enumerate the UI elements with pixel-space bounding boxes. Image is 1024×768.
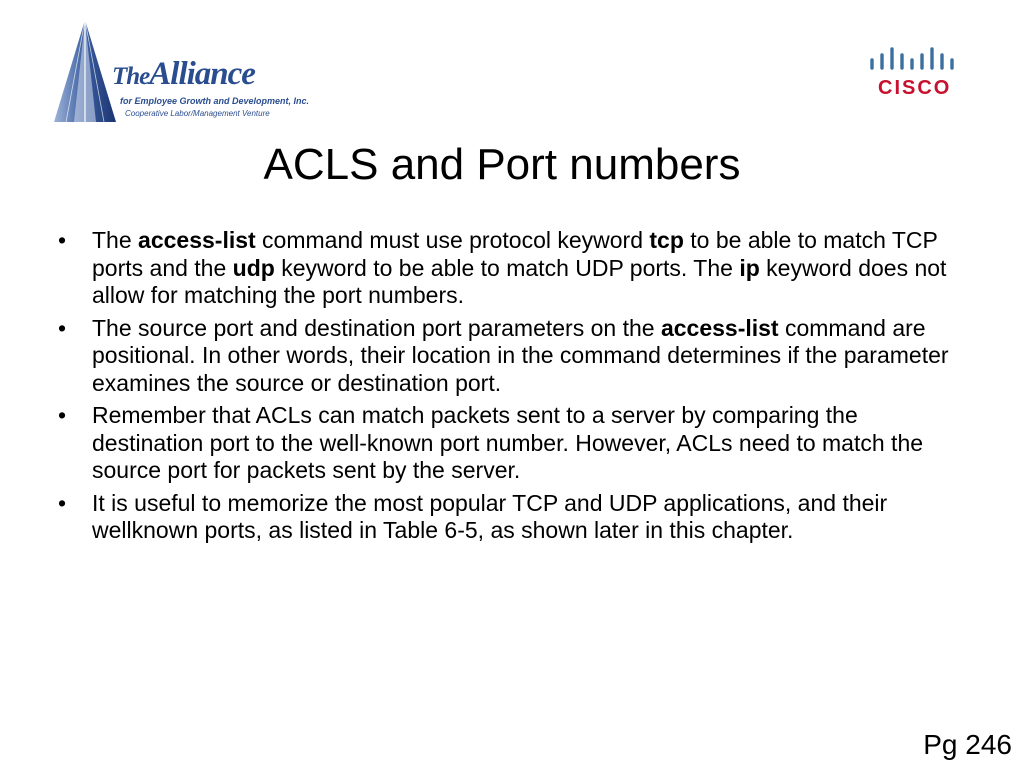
logo-the: The	[112, 63, 150, 90]
bullet-text: It is useful to memorize the most popular TCP and UDP applications, and their wellknown ports, as listed in Table 6-5, as shown later in this chapter.	[92, 489, 888, 543]
bullet-text: to be able to match TCP ports and the	[92, 227, 938, 281]
bullet-marker: •	[58, 402, 67, 428]
bullet-text: Remember that ACLs can match packets sent to a server by comparing the destination port to the well-known port number. However, ACLs need to match the source port for packets sent by the server.	[92, 402, 924, 483]
keyword-text: udp	[232, 254, 275, 281]
cisco-wordmark: CISCO	[878, 77, 952, 99]
bullet-text: command are positional. In other words, their location in the command determines if the parameter examines the source or destination port.	[92, 314, 949, 396]
bullet-item	[58, 315, 958, 398]
bullet-text: command must use protocol keyword	[255, 227, 650, 253]
bullet-text: keyword to be able to match UDP ports. The	[274, 254, 740, 281]
bullet-list	[58, 227, 958, 550]
cisco-logo	[868, 46, 958, 101]
bullet-text: The	[92, 227, 139, 253]
bullet-text: The source port and destination port parameters on the	[92, 314, 661, 341]
logo-subline: Cooperative Labor/Management Venture	[125, 109, 270, 118]
logo-alliance: Alliance	[149, 56, 255, 92]
the-alliance-logo	[50, 18, 310, 126]
cisco-bars-icon	[868, 46, 958, 76]
logo-tagline: for Employee Growth and Development, Inc.	[120, 96, 310, 106]
bullet-item	[58, 490, 958, 545]
tower-icon	[50, 18, 120, 126]
slide-title: ACLS and Port numbers	[263, 140, 741, 189]
bullet-marker: •	[58, 227, 67, 253]
bullet-item	[58, 402, 958, 485]
bullet-marker: •	[58, 489, 67, 516]
alliance-wordmark	[112, 58, 255, 91]
keyword-text: access-list	[138, 227, 256, 253]
bullet-marker: •	[58, 314, 67, 341]
bullet-text: keyword does not allow for matching the port numbers.	[92, 254, 947, 308]
keyword-text: ip	[739, 254, 760, 281]
page-number: Pg 246	[923, 729, 1012, 760]
keyword-text: tcp	[649, 227, 684, 253]
bullet-item	[58, 227, 958, 310]
keyword-text: access-list	[660, 314, 779, 341]
